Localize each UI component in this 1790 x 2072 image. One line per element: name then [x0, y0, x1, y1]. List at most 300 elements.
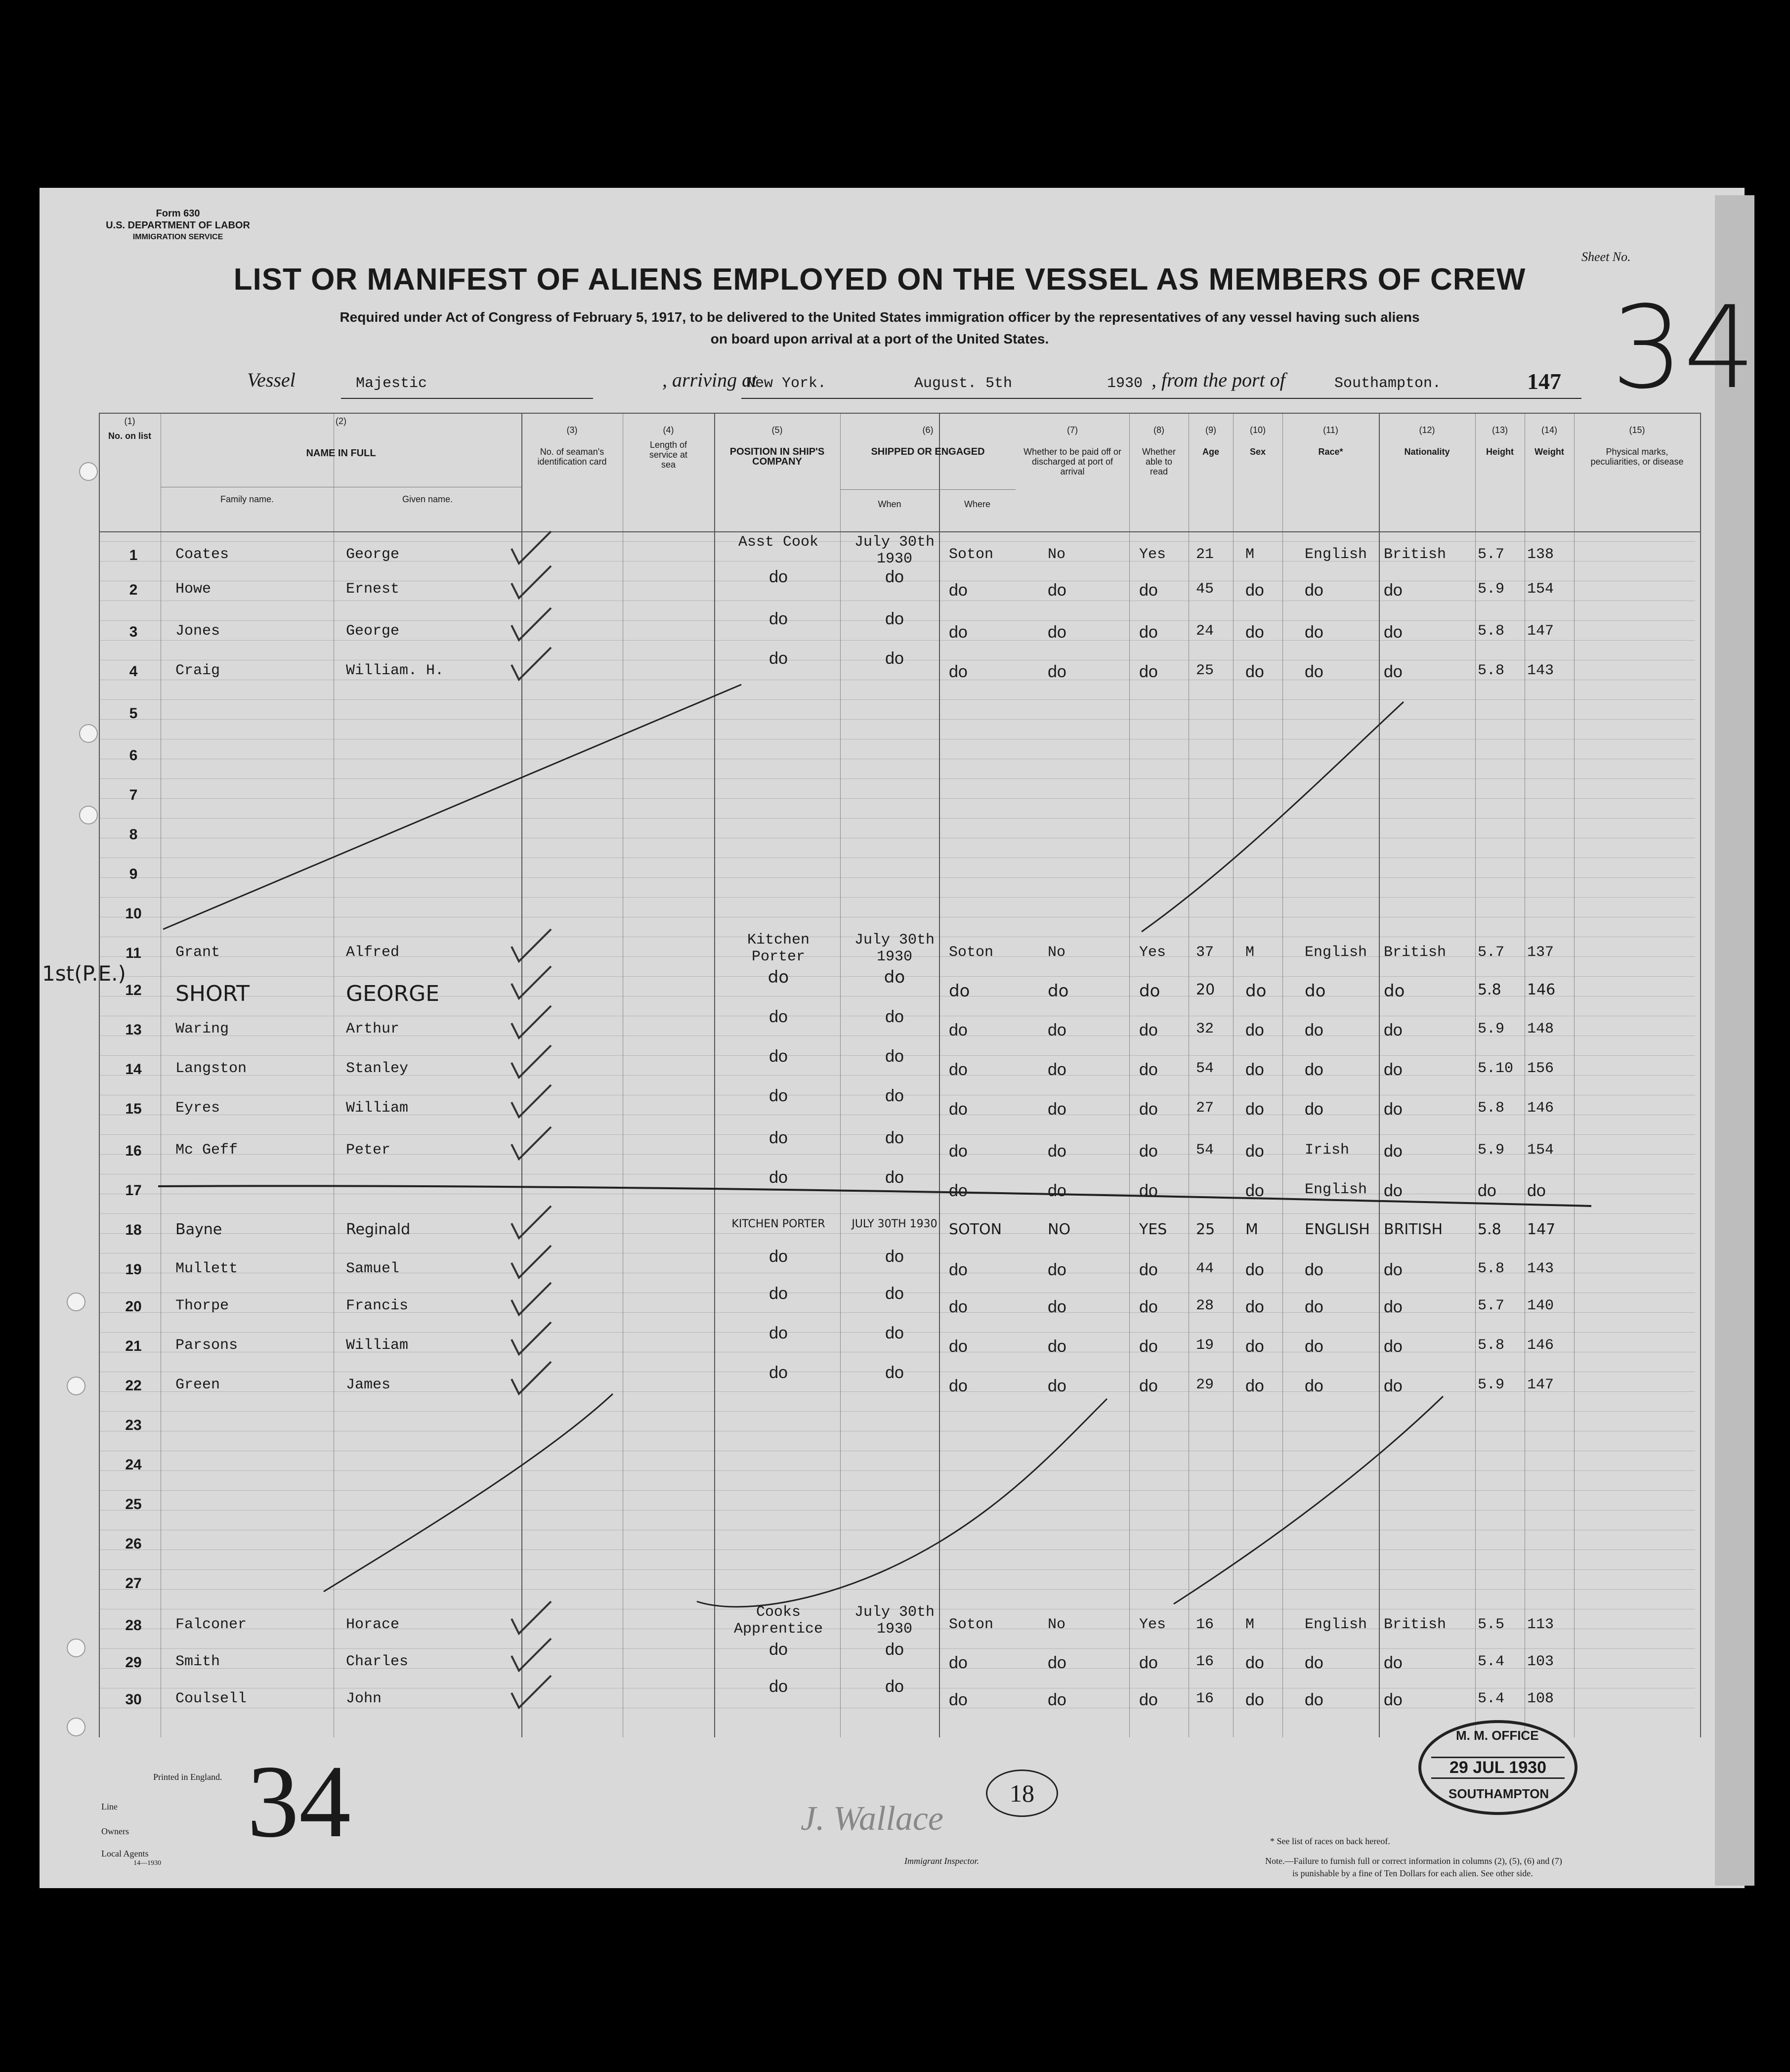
cell-able-to-read: do: [1139, 1297, 1158, 1316]
row-number: 22: [125, 1378, 142, 1394]
cell-weight: 146: [1527, 1100, 1554, 1117]
cell-able-to-read: do: [1139, 623, 1158, 642]
cell-shipped-when: JULY 30TH 1930: [852, 1218, 938, 1230]
cell-height: 5.10: [1478, 1060, 1514, 1077]
cell-able-to-read: do: [1139, 1260, 1158, 1279]
cell-shipped-where: do: [949, 1690, 968, 1709]
col15-header: (15) Physical marks, peculiarities, or disease: [1590, 425, 1684, 467]
cell-able-to-read: do: [1139, 1142, 1158, 1161]
cell-position: do: [769, 1677, 788, 1696]
cell-nationality: do: [1384, 981, 1405, 1001]
cell-nationality: British: [1384, 944, 1447, 961]
cell-given-name: Ernest: [346, 581, 400, 598]
row-number: 15: [125, 1101, 142, 1117]
row-number: 4: [129, 663, 138, 680]
cell-position: Asst Cook: [738, 534, 819, 551]
cell-family-name: Waring: [175, 1021, 229, 1037]
cell-paid-off: do: [1048, 1690, 1066, 1709]
cell-age: 24: [1196, 623, 1214, 640]
col3-header: (3) No. of seaman's identification card: [537, 425, 607, 467]
cell-given-name: Charles: [346, 1653, 409, 1670]
row-number: 13: [125, 1022, 142, 1038]
cell-shipped-when: do: [885, 1324, 904, 1342]
row-number: 23: [125, 1417, 142, 1433]
cell-position: do: [769, 1086, 788, 1105]
row-number: 20: [125, 1298, 142, 1315]
cell-height: 5.9: [1478, 1142, 1505, 1159]
cell-position: do: [769, 1168, 788, 1187]
page-title: LIST OR MANIFEST OF ALIENS EMPLOYED ON THE VESSEL AS MEMBERS OF CREW: [233, 262, 1526, 297]
cell-race: do: [1305, 1690, 1323, 1709]
row-number: 25: [125, 1496, 142, 1512]
cell-nationality: do: [1384, 623, 1403, 642]
cell-sex: M: [1245, 1221, 1258, 1238]
cell-given-name: William: [346, 1337, 409, 1354]
cell-shipped-where: do: [949, 623, 968, 642]
cell-race: do: [1305, 981, 1326, 1001]
cell-height: 5.4: [1478, 1653, 1505, 1670]
cell-age: 45: [1196, 581, 1214, 598]
cell-race: do: [1305, 581, 1323, 600]
cell-shipped-when: do: [885, 1128, 904, 1147]
cell-height: 5.8: [1478, 1100, 1505, 1117]
cell-nationality: do: [1384, 581, 1403, 600]
cell-paid-off: do: [1048, 1337, 1066, 1356]
vessel-name: Majestic: [356, 375, 427, 392]
cell-shipped-when: July 30th 1930: [854, 1604, 935, 1638]
cell-shipped-when: do: [885, 1086, 904, 1105]
col13-header: (13) Height: [1486, 425, 1514, 457]
cell-paid-off: do: [1048, 1260, 1066, 1279]
col12-header: (12) Nationality: [1404, 425, 1450, 457]
cell-height: 5.7: [1478, 944, 1505, 961]
service: IMMIGRATION SERVICE: [132, 233, 223, 241]
cell-sex: do: [1245, 1260, 1264, 1279]
cell-race: do: [1305, 1260, 1323, 1279]
cell-race: English: [1305, 944, 1367, 961]
cell-age: 54: [1196, 1142, 1214, 1159]
cell-nationality: BRITISH: [1384, 1221, 1443, 1238]
row-number: 12: [125, 982, 142, 998]
cell-race: do: [1305, 1337, 1323, 1356]
cell-family-name: Jones: [175, 623, 220, 640]
cell-race: do: [1305, 1060, 1323, 1079]
row-number: 3: [129, 624, 138, 640]
col11-header: (11) Race*: [1318, 425, 1343, 457]
cell-age: 27: [1196, 1100, 1214, 1117]
cell-position: Kitchen Porter: [747, 932, 810, 965]
cell-age: 37: [1196, 944, 1214, 961]
note-line-2: is punishable by a fine of Ten Dollars for each alien. See other side.: [1292, 1868, 1533, 1878]
col8-header: (8) Whether able to read: [1142, 425, 1176, 476]
cell-shipped-when: do: [885, 1363, 904, 1382]
cell-race: do: [1305, 623, 1323, 642]
footer-owners-label: Owners: [101, 1826, 129, 1836]
cell-race: ENGLISH: [1305, 1221, 1370, 1238]
cell-nationality: do: [1384, 1060, 1403, 1079]
cell-family-name: Grant: [175, 944, 220, 961]
cell-height: 5.8: [1478, 1221, 1501, 1238]
cell-shipped-when: July 30th 1930: [854, 932, 935, 965]
cell-able-to-read: do: [1139, 1181, 1158, 1200]
cell-age: 16: [1196, 1616, 1214, 1633]
cell-given-name: Francis: [346, 1297, 409, 1314]
cell-family-name: Mc Geff: [175, 1142, 238, 1159]
col6-when-header: When: [878, 499, 901, 509]
footer-code: 14—1930: [133, 1859, 161, 1867]
cell-family-name: Green: [175, 1377, 220, 1393]
row-number: 5: [129, 705, 138, 722]
row-number: 28: [125, 1617, 142, 1634]
department: U.S. DEPARTMENT OF LABOR: [106, 220, 250, 231]
form-number: Form 630: [156, 208, 200, 219]
cell-weight: 156: [1527, 1060, 1554, 1077]
cell-given-name: GEORGE: [346, 981, 439, 1006]
cell-able-to-read: do: [1139, 1337, 1158, 1356]
cell-position: KITCHEN PORTER: [731, 1218, 825, 1230]
cell-age: 25: [1196, 662, 1214, 679]
cell-height: 5.4: [1478, 1690, 1505, 1707]
row-number: 1: [129, 547, 138, 563]
row-number: 30: [125, 1691, 142, 1708]
cell-able-to-read: do: [1139, 1021, 1158, 1039]
cell-paid-off: do: [1048, 981, 1069, 1001]
cell-paid-off: do: [1048, 1181, 1066, 1200]
cell-able-to-read: do: [1139, 1060, 1158, 1079]
cell-height: 5.9: [1478, 1377, 1505, 1393]
col1-header: (1) No. on list: [108, 416, 151, 441]
cell-sex: do: [1245, 1653, 1264, 1672]
cell-age: 16: [1196, 1690, 1214, 1707]
cell-family-name: Howe: [175, 581, 212, 598]
cell-paid-off: do: [1048, 662, 1066, 681]
sheet-number-handwritten: 34: [1611, 282, 1756, 414]
cell-weight: 138: [1527, 546, 1554, 563]
cell-family-name: Coulsell: [175, 1690, 247, 1707]
cell-shipped-when: do: [885, 649, 904, 668]
cell-age: 25: [1196, 1221, 1215, 1238]
cell-given-name: John: [346, 1690, 382, 1707]
cell-height: do: [1478, 1181, 1496, 1200]
cell-paid-off: do: [1048, 1021, 1066, 1039]
cell-given-name: Horace: [346, 1616, 400, 1633]
cell-sex: do: [1245, 1337, 1264, 1356]
col4-header: (4) Length of service at sea: [649, 425, 688, 470]
cell-able-to-read: do: [1139, 662, 1158, 681]
cell-position: do: [769, 609, 788, 628]
row-number: 7: [129, 787, 138, 803]
cell-race: English: [1305, 1616, 1367, 1633]
row-number: 29: [125, 1654, 142, 1671]
col10-header: (10) Sex: [1249, 425, 1266, 457]
cell-nationality: do: [1384, 1690, 1403, 1709]
cell-shipped-when: do: [884, 967, 905, 987]
cell-position: do: [769, 1007, 788, 1026]
cell-shipped-when: do: [885, 1677, 904, 1696]
cell-able-to-read: do: [1139, 1377, 1158, 1395]
cell-given-name: William: [346, 1100, 409, 1117]
cell-paid-off: No: [1048, 944, 1066, 961]
cell-age: 19: [1196, 1337, 1214, 1354]
cell-race: do: [1305, 1377, 1323, 1395]
cell-race: do: [1305, 1021, 1323, 1039]
cell-weight: 113: [1527, 1616, 1554, 1633]
cell-shipped-when: do: [885, 1168, 904, 1187]
races-note: * See list of races on back hereof.: [1270, 1836, 1390, 1846]
row-number: 24: [125, 1457, 142, 1473]
cell-family-name: Eyres: [175, 1100, 220, 1117]
inspector-label: Immigrant Inspector.: [904, 1856, 979, 1866]
cell-shipped-where: do: [949, 1260, 968, 1279]
sheet-no-label: Sheet No.: [1581, 250, 1631, 264]
cell-weight: 146: [1527, 981, 1556, 998]
cell-given-name: Samuel: [346, 1260, 400, 1277]
row-number: 17: [125, 1182, 142, 1199]
cell-race: do: [1305, 1653, 1323, 1672]
cell-nationality: do: [1384, 1100, 1403, 1119]
note-line-1: Note.—Failure to furnish full or correct information in columns (2), (5), (6) and (7): [1265, 1856, 1562, 1866]
row-number: 21: [125, 1338, 142, 1354]
row-number: 19: [125, 1261, 142, 1278]
cell-family-name: Langston: [175, 1060, 247, 1077]
cell-shipped-where: do: [949, 1377, 968, 1395]
cell-sex: M: [1245, 944, 1255, 961]
cell-shipped-when: do: [885, 1640, 904, 1659]
cell-nationality: do: [1384, 1021, 1403, 1039]
cell-height: 5.8: [1478, 623, 1505, 640]
cell-weight: 154: [1527, 1142, 1554, 1159]
row-number: 18: [125, 1222, 142, 1238]
sheet-number-footer-handwritten: 34: [247, 1744, 351, 1859]
cell-shipped-where: do: [949, 1142, 968, 1161]
cell-age: 21: [1196, 546, 1214, 563]
row-number: 9: [129, 866, 138, 882]
departure-port: Southampton.: [1334, 375, 1442, 392]
cell-sex: do: [1245, 1100, 1264, 1119]
inspector-signature: J. Wallace: [801, 1800, 943, 1838]
cell-nationality: do: [1384, 1142, 1403, 1161]
cell-position: Cooks Apprentice: [733, 1604, 823, 1638]
cell-nationality: do: [1384, 1260, 1403, 1279]
cell-shipped-where: do: [949, 981, 970, 1001]
col6-where-header: Where: [964, 499, 990, 509]
cell-given-name: Reginald: [346, 1221, 411, 1238]
cell-given-name: Peter: [346, 1142, 391, 1159]
from-label: , from the port of: [1151, 369, 1285, 391]
cell-paid-off: do: [1048, 1297, 1066, 1316]
cell-sex: do: [1245, 981, 1267, 1001]
cell-race: English: [1305, 546, 1367, 563]
row-number: 8: [129, 826, 138, 843]
cell-height: 5.5: [1478, 1616, 1505, 1633]
cell-shipped-where: Soton: [949, 1616, 994, 1633]
printed-in: Printed in England.: [153, 1772, 222, 1782]
stamp-date: 29 JUL 1930: [1431, 1757, 1565, 1779]
cell-shipped-where: Soton: [949, 546, 994, 563]
subtitle-line-2: on board upon arrival at a port of the United States.: [710, 331, 1049, 346]
cell-nationality: British: [1384, 546, 1447, 563]
row-number: 6: [129, 747, 138, 764]
cell-position: do: [769, 1640, 788, 1659]
cell-given-name: George: [346, 623, 400, 640]
cell-nationality: British: [1384, 1616, 1447, 1633]
cell-paid-off: No: [1048, 546, 1066, 563]
cell-shipped-where: do: [949, 662, 968, 681]
row-number: 10: [125, 906, 142, 922]
cell-position: do: [769, 1047, 788, 1066]
cell-position: do: [769, 1128, 788, 1147]
cell-shipped-where: do: [949, 1337, 968, 1356]
cell-race: do: [1305, 1100, 1323, 1119]
stamp-top-text: M. M. OFFICE: [1456, 1728, 1539, 1743]
row-number: 16: [125, 1143, 142, 1159]
cell-sex: M: [1245, 1616, 1255, 1633]
arrival-date: August. 5th: [914, 375, 1013, 392]
cell-height: 5.8: [1478, 1260, 1505, 1277]
cell-family-name: Mullett: [175, 1260, 238, 1277]
cell-sex: do: [1245, 623, 1264, 642]
cell-family-name: Smith: [175, 1653, 220, 1670]
cell-sex: do: [1245, 1060, 1264, 1079]
cell-age: 20: [1196, 981, 1215, 998]
cell-able-to-read: do: [1139, 1653, 1158, 1672]
cell-sex: do: [1245, 1181, 1264, 1200]
office-stamp: [1418, 1720, 1577, 1815]
cell-age: 28: [1196, 1297, 1214, 1314]
cell-paid-off: No: [1048, 1616, 1066, 1633]
cell-shipped-when: do: [885, 1284, 904, 1303]
cell-shipped-where: do: [949, 1060, 968, 1079]
cell-family-name: SHORT: [175, 981, 250, 1006]
cell-height: 5.8: [1478, 1337, 1505, 1354]
cell-weight: do: [1527, 1181, 1546, 1200]
cell-paid-off: do: [1048, 1100, 1066, 1119]
cell-weight: 143: [1527, 662, 1554, 679]
cell-weight: 154: [1527, 581, 1554, 598]
row-number: 26: [125, 1536, 142, 1552]
subtitle-line-1: Required under Act of Congress of February 5, 1917, to be delivered to the United States immigration officer by the representatives of any vessel having such aliens: [340, 309, 1420, 325]
cell-sex: do: [1245, 662, 1264, 681]
cell-age: 16: [1196, 1653, 1214, 1670]
cell-race: do: [1305, 1297, 1323, 1316]
footer-agents-label: Local Agents: [101, 1849, 149, 1858]
cell-position: do: [769, 1324, 788, 1342]
cell-given-name: George: [346, 546, 400, 563]
cell-age: 29: [1196, 1377, 1214, 1393]
cell-weight: 103: [1527, 1653, 1554, 1670]
cell-position: do: [769, 1363, 788, 1382]
cell-shipped-where: do: [949, 1297, 968, 1316]
cell-age: 44: [1196, 1260, 1214, 1277]
row-number: 2: [129, 582, 138, 598]
cell-shipped-when: do: [885, 567, 904, 586]
cell-sex: do: [1245, 581, 1264, 600]
cell-race: Irish: [1305, 1142, 1350, 1159]
cell-able-to-read: do: [1139, 1690, 1158, 1709]
col7-header: (7) Whether to be paid off or discharged at port of arrival: [1023, 425, 1121, 476]
cell-weight: 146: [1527, 1337, 1554, 1354]
cell-position: do: [769, 1284, 788, 1303]
arrival-port: New York.: [746, 375, 827, 392]
cell-able-to-read: do: [1139, 981, 1160, 1001]
cell-family-name: Craig: [175, 662, 220, 679]
cell-given-name: Stanley: [346, 1060, 409, 1077]
cell-sex: do: [1245, 1021, 1264, 1039]
cell-nationality: do: [1384, 662, 1403, 681]
arrival-year: 1930: [1107, 375, 1143, 392]
cell-shipped-where: do: [949, 1181, 968, 1200]
cell-height: 5.9: [1478, 1021, 1505, 1037]
cell-paid-off: do: [1048, 581, 1066, 600]
cell-given-name: Alfred: [346, 944, 400, 961]
col6-header: (6) SHIPPED OR ENGAGED: [871, 425, 985, 457]
cell-nationality: do: [1384, 1653, 1403, 1672]
cell-sex: do: [1245, 1690, 1264, 1709]
col5-header: (5) POSITION IN SHIP'S COMPANY: [729, 425, 825, 467]
cell-weight: 143: [1527, 1260, 1554, 1277]
list-number: 147: [1527, 369, 1561, 394]
cell-height: 5.8: [1478, 981, 1501, 998]
cell-given-name: James: [346, 1377, 391, 1393]
cell-paid-off: do: [1048, 1060, 1066, 1079]
cell-position: do: [769, 567, 788, 586]
cell-weight: 147: [1527, 623, 1554, 640]
cell-able-to-read: Yes: [1139, 944, 1166, 961]
cell-paid-off: do: [1048, 1377, 1066, 1395]
cell-sex: do: [1245, 1142, 1264, 1161]
cell-able-to-read: Yes: [1139, 546, 1166, 563]
cell-shipped-when: July 30th 1930: [854, 534, 935, 567]
cell-family-name: Thorpe: [175, 1297, 229, 1314]
cell-shipped-when: do: [885, 1007, 904, 1026]
cell-family-name: Parsons: [175, 1337, 238, 1354]
cell-weight: 147: [1527, 1221, 1556, 1238]
cell-shipped-where: Soton: [949, 944, 994, 961]
cell-position: do: [769, 1247, 788, 1266]
col14-header: (14) Weight: [1534, 425, 1564, 457]
stamp-bottom-text: SOUTHAMPTON: [1449, 1786, 1549, 1801]
col2-family-header: Family name.: [220, 494, 274, 504]
cell-able-to-read: Yes: [1139, 1616, 1166, 1633]
cell-position: do: [769, 649, 788, 668]
col9-header: (9) Age: [1202, 425, 1219, 457]
col2-header: (2) NAME IN FULL: [306, 416, 376, 459]
cell-sex: do: [1245, 1297, 1264, 1316]
arriving-label: , arriving at: [662, 369, 758, 391]
cell-paid-off: do: [1048, 1142, 1066, 1161]
cell-height: 5.8: [1478, 662, 1505, 679]
cell-height: 5.9: [1478, 581, 1505, 598]
cell-position: do: [767, 967, 789, 987]
cell-shipped-when: do: [885, 1247, 904, 1266]
col2-given-header: Given name.: [402, 494, 453, 504]
cell-age: 32: [1196, 1021, 1214, 1037]
cell-nationality: do: [1384, 1297, 1403, 1316]
cell-family-name: Coates: [175, 546, 229, 563]
cell-given-name: William. H.: [346, 662, 444, 679]
cell-shipped-where: SOTON: [949, 1221, 1002, 1238]
cell-able-to-read: do: [1139, 1100, 1158, 1119]
cell-shipped-where: do: [949, 1100, 968, 1119]
cell-shipped-when: do: [885, 1047, 904, 1066]
row-number: 14: [125, 1061, 142, 1078]
cell-height: 5.7: [1478, 546, 1505, 563]
cell-sex: M: [1245, 546, 1255, 563]
circled-number: 18: [986, 1770, 1058, 1817]
vessel-label: Vessel: [247, 369, 296, 391]
cell-weight: 137: [1527, 944, 1554, 961]
cell-shipped-where: do: [949, 1021, 968, 1039]
